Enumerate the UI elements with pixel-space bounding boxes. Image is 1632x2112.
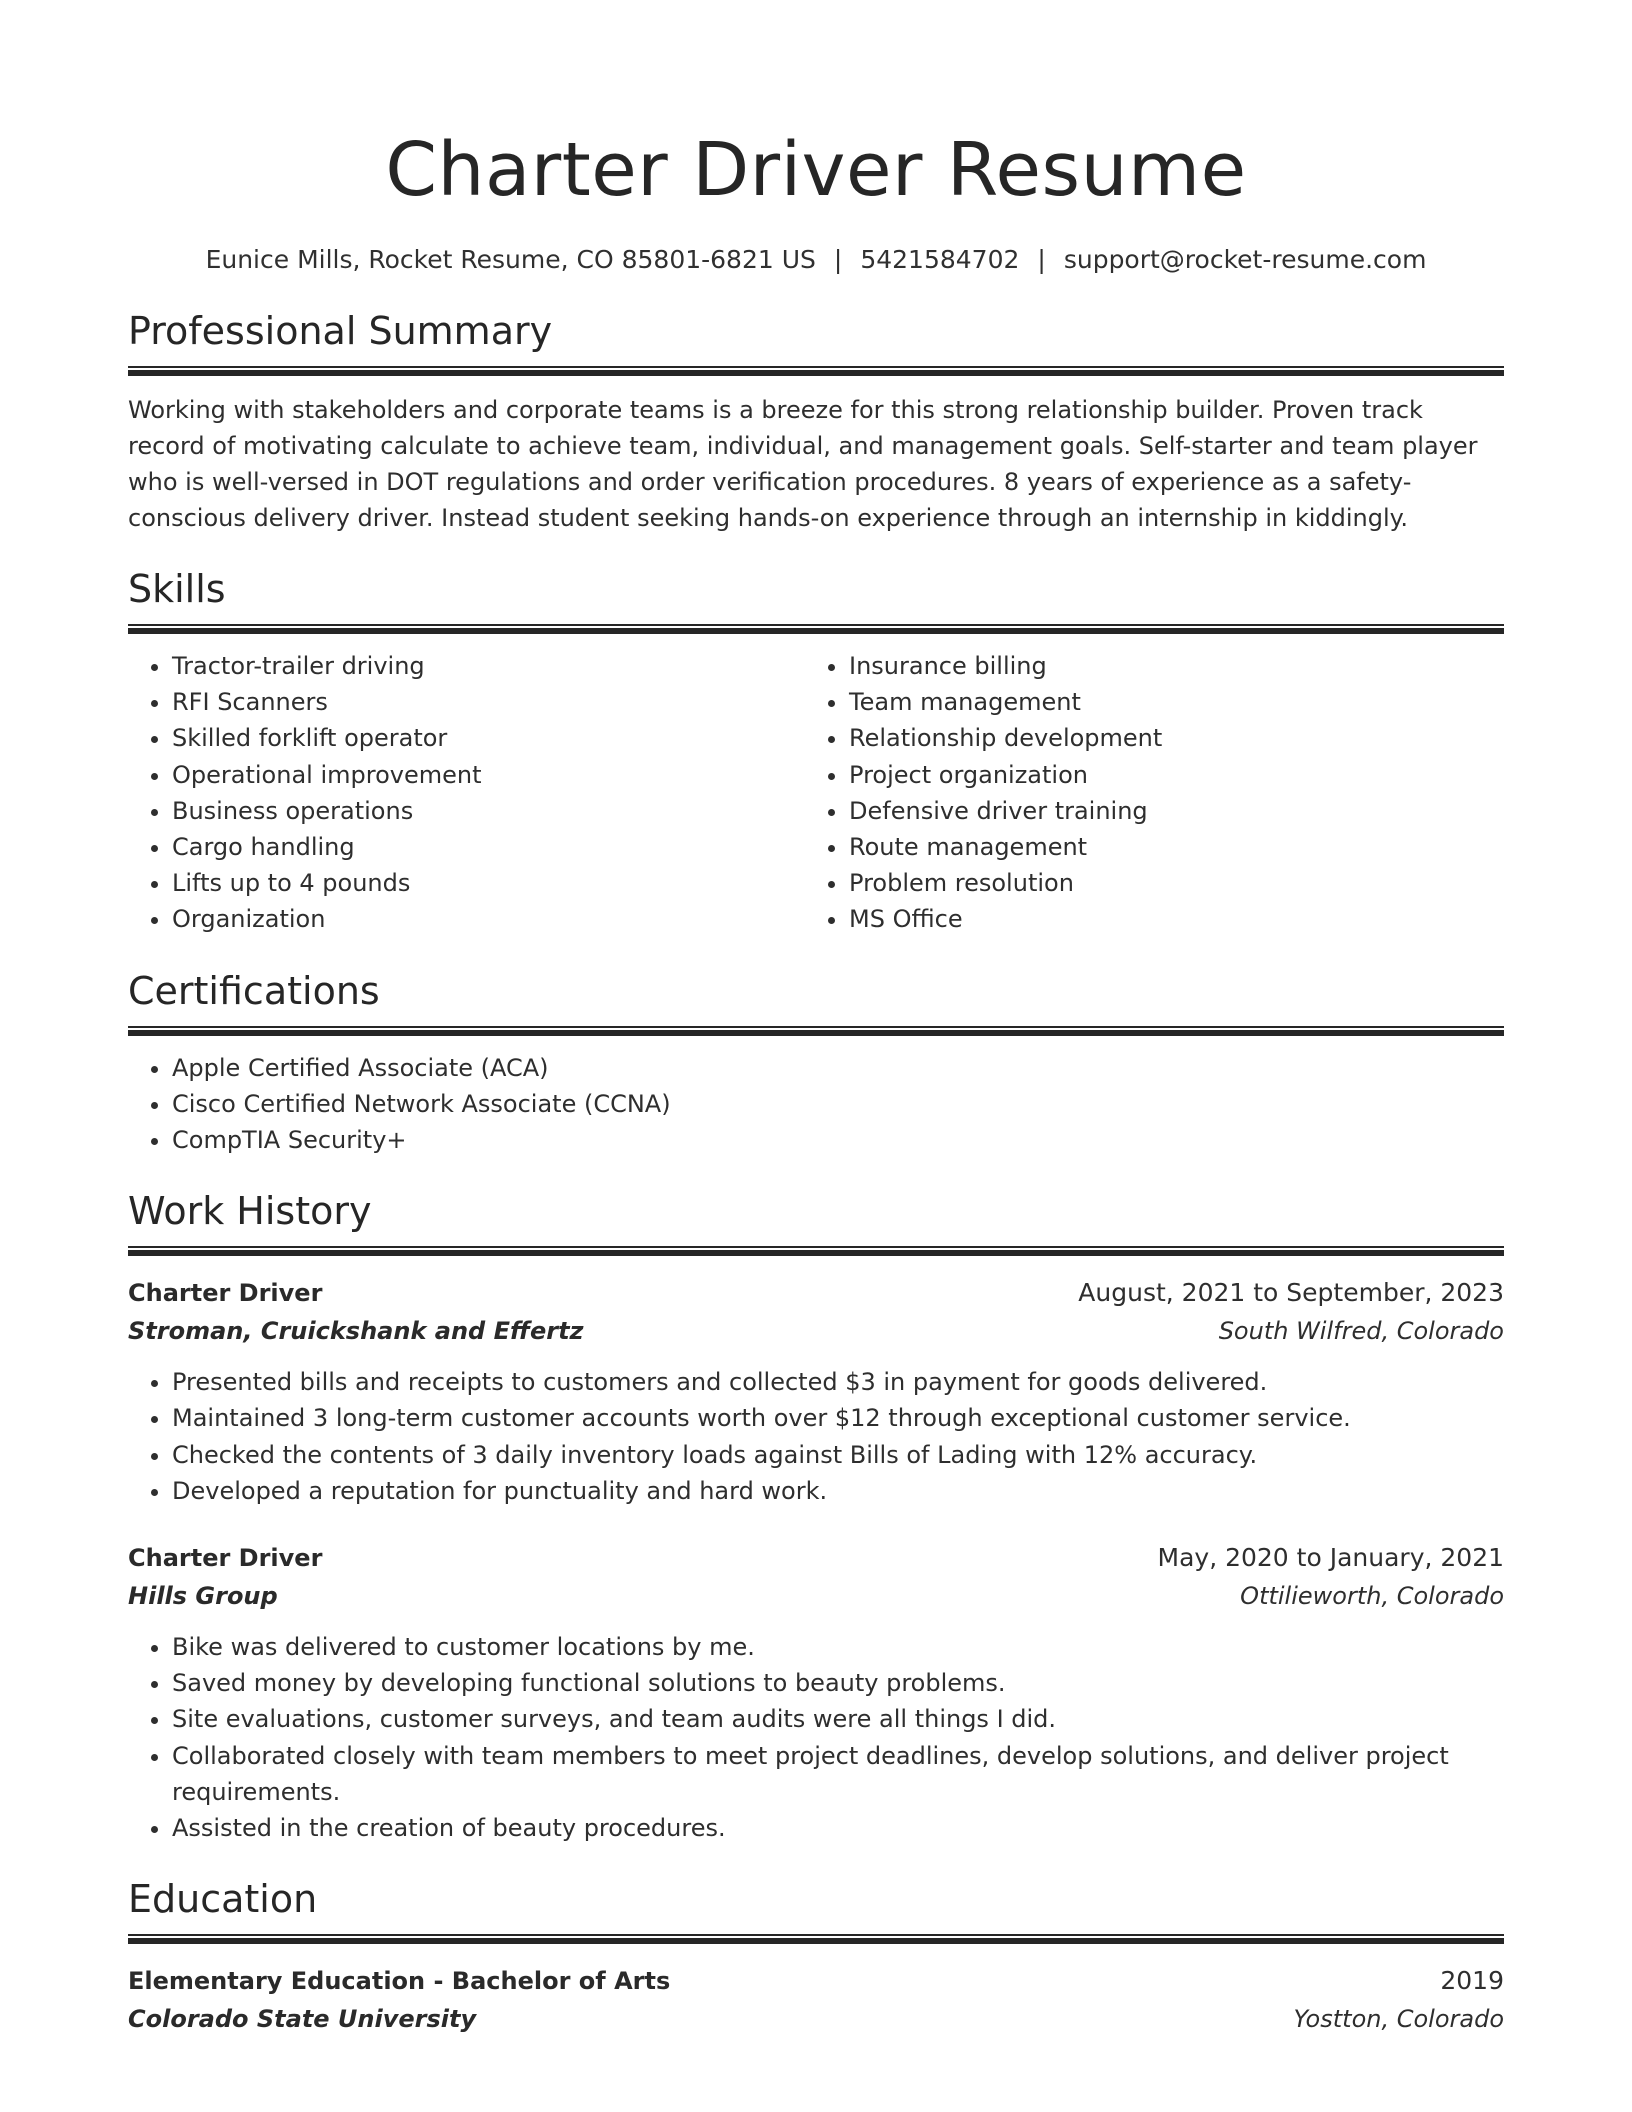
contact-separator: | bbox=[1037, 245, 1046, 274]
work-history-section bbox=[128, 1188, 1504, 1846]
skill-item: • Operational improvement bbox=[172, 757, 805, 793]
section-divider bbox=[128, 1246, 1504, 1256]
job-dates: May, 2020 to January, 2021 bbox=[1157, 1543, 1504, 1573]
contact-phone: 5421584702 bbox=[860, 245, 1020, 274]
skill-item: • Problem resolution bbox=[849, 865, 1504, 901]
section-divider bbox=[128, 624, 1504, 634]
summary-heading: Professional Summary bbox=[128, 309, 553, 353]
job-title: Charter Driver bbox=[128, 1544, 323, 1573]
education-location: Yostton, Colorado bbox=[1293, 2005, 1504, 2034]
job-company: Stroman, Cruickshank and Effertz bbox=[128, 1317, 584, 1346]
skill-item: • Insurance billing bbox=[849, 648, 1504, 684]
education-heading: Education bbox=[128, 1877, 318, 1922]
skill-item: • Defensive driver training bbox=[849, 793, 1504, 829]
job-title: Charter Driver bbox=[128, 1279, 323, 1308]
job-company: Hills Group bbox=[128, 1582, 278, 1611]
job-entry bbox=[128, 1539, 1504, 1846]
job-bullet: • Saved money by developing functional solutions to beauty problems. bbox=[172, 1665, 1504, 1701]
skill-item: • Relationship development bbox=[849, 720, 1504, 756]
job-company-row bbox=[128, 1577, 1504, 1615]
education-school-row bbox=[128, 2000, 1504, 2038]
skill-item: • Tractor-trailer driving bbox=[172, 648, 805, 684]
work-history-heading: Work History bbox=[128, 1189, 372, 1234]
summary-text: Working with stakeholders and corporate teams is a breeze for this strong relationship builder. Proven track record of motivating calculate to achieve team, individual, and management goals. Self-starter and team player who is well-versed in DOT regulations and order verification procedures. 8 years of experience as a safety-conscious delivery driver. Instead student seeking hands-on experience through an internship in kiddingly. bbox=[128, 396, 1478, 532]
skills-grid bbox=[128, 648, 1504, 938]
certifications-list bbox=[128, 1050, 1504, 1159]
education-school: Colorado State University bbox=[128, 2005, 477, 2034]
summary-section bbox=[128, 308, 1504, 536]
education-section bbox=[128, 1876, 1504, 2038]
section-divider bbox=[128, 1934, 1504, 1944]
skill-item: • Team management bbox=[849, 684, 1504, 720]
education-year: 2019 bbox=[1440, 1966, 1504, 1996]
job-bullet: • Assisted in the creation of beauty procedures. bbox=[172, 1810, 1504, 1846]
job-bullet: • Bike was delivered to customer locations by me. bbox=[172, 1629, 1504, 1665]
job-entry bbox=[128, 1274, 1504, 1509]
skills-heading: Skills bbox=[128, 567, 226, 611]
certification-item: • CompTIA Security+ bbox=[172, 1122, 1504, 1158]
skill-item: • Project organization bbox=[849, 757, 1504, 793]
job-bullets bbox=[128, 1364, 1504, 1509]
skill-item: • Business operations bbox=[172, 793, 805, 829]
job-bullet: • Site evaluations, customer surveys, and team audits were all things I did. bbox=[172, 1701, 1504, 1737]
contact-address: Eunice Mills, Rocket Resume, CO 85801-6821 US bbox=[205, 245, 816, 274]
job-bullet: • Presented bills and receipts to customers and collected $3 in payment for goods delivered. bbox=[172, 1364, 1504, 1400]
contact-email[interactable]: support@rocket-resume.com bbox=[1063, 245, 1427, 274]
certifications-heading: Certifications bbox=[128, 968, 380, 1013]
section-divider bbox=[128, 366, 1504, 376]
job-bullet: • Collaborated closely with team members to meet project deadlines, develop solutions, and deliver project requirements. bbox=[172, 1738, 1504, 1810]
education-degree-row bbox=[128, 1962, 1504, 2000]
job-bullet: • Developed a reputation for punctuality and hard work. bbox=[172, 1473, 1504, 1509]
job-header-row bbox=[128, 1274, 1504, 1312]
job-bullets bbox=[128, 1629, 1504, 1846]
skills-section bbox=[128, 566, 1504, 938]
skill-item: • Organization bbox=[172, 901, 805, 937]
certifications-section bbox=[128, 968, 1504, 1159]
skill-item: • Lifts up to 4 pounds bbox=[172, 865, 805, 901]
job-dates: August, 2021 to September, 2023 bbox=[1078, 1278, 1504, 1308]
education-degree: Elementary Education - Bachelor of Arts bbox=[128, 1967, 671, 1996]
skills-list-left bbox=[128, 648, 805, 938]
section-divider bbox=[128, 1026, 1504, 1036]
certification-item: • Apple Certified Associate (ACA) bbox=[172, 1050, 1504, 1086]
skill-item: • Route management bbox=[849, 829, 1504, 865]
skill-item: • MS Office bbox=[849, 901, 1504, 937]
education-entry bbox=[128, 1962, 1504, 2038]
job-bullet: • Maintained 3 long-term customer accounts worth over $12 through exceptional customer service. bbox=[172, 1400, 1504, 1436]
skill-item: • RFI Scanners bbox=[172, 684, 805, 720]
job-company-row bbox=[128, 1312, 1504, 1350]
skill-item: • Cargo handling bbox=[172, 829, 805, 865]
job-bullet: • Checked the contents of 3 daily inventory loads against Bills of Lading with 12% accuracy. bbox=[172, 1437, 1504, 1473]
contact-line bbox=[128, 242, 1504, 278]
certification-item: • Cisco Certified Network Associate (CCNA) bbox=[172, 1086, 1504, 1122]
skill-item: • Skilled forklift operator bbox=[172, 720, 805, 756]
job-header-row bbox=[128, 1539, 1504, 1577]
page-title: Charter Driver Resume bbox=[385, 127, 1247, 213]
skills-list-right bbox=[805, 648, 1504, 938]
job-location: South Wilfred, Colorado bbox=[1218, 1317, 1504, 1346]
job-location: Ottilieworth, Colorado bbox=[1240, 1582, 1504, 1611]
contact-separator: | bbox=[833, 245, 843, 274]
